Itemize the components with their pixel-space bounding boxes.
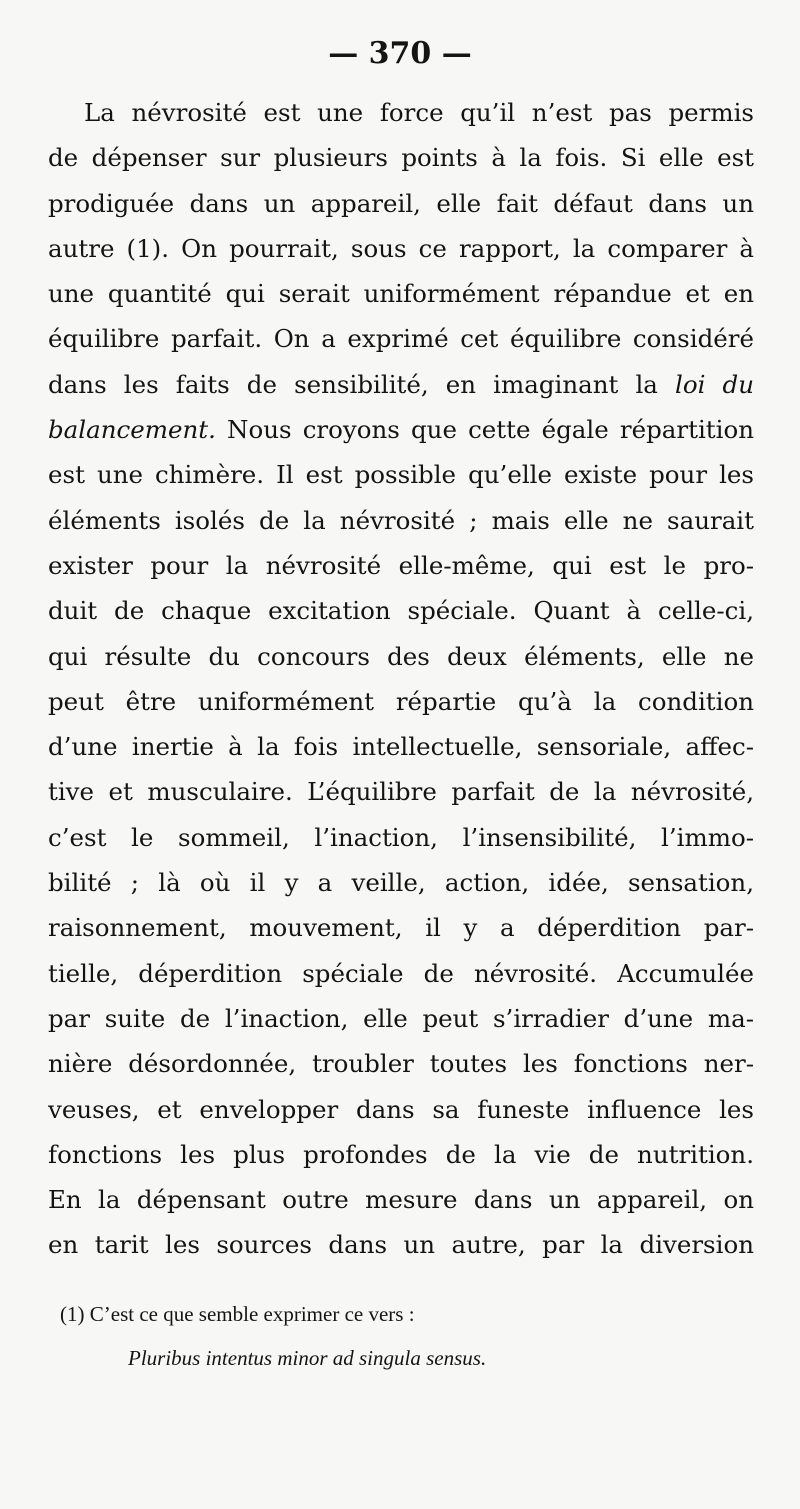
text-line: prodiguée dans un appareil, elle fait défaut dans un: [48, 188, 754, 218]
text-line: fonctions les plus profondes de la vie de nutrition.: [48, 1139, 754, 1169]
text-line: est une chimère. Il est possible qu’elle existe pour les: [48, 460, 754, 490]
text-line: dans les faits de sensibilité, en imaginant la loi du: [48, 369, 754, 399]
text-line: veuses, et envelopper dans sa funeste influence les: [48, 1094, 754, 1124]
text-line: En la dépensant outre mesure dans un appareil, on: [48, 1185, 754, 1215]
text-line: tive et musculaire. L’équilibre parfait de la névrosité,: [48, 777, 754, 807]
text-line: c’est le sommeil, l’inaction, l’insensibilité, l’immo-: [48, 822, 754, 852]
text-line: d’une inertie à la fois intellectuelle, sensoriale, affec-: [48, 732, 754, 762]
footnote-verse: Pluribus intentus minor ad singula sensus.: [128, 1346, 487, 1370]
italic-phrase: loi du: [675, 369, 754, 399]
text-line: qui résulte du concours des deux éléments, elle ne: [48, 641, 754, 671]
body-text: [48, 90, 754, 1268]
text-line: peut être uniformément répartie qu’à la condition: [48, 686, 754, 716]
text-line: tielle, déperdition spéciale de névrosité. Accumulée: [48, 958, 754, 988]
footnote: [60, 1292, 750, 1380]
text-line: nière désordonnée, troubler toutes les fonctions ner-: [48, 1049, 754, 1079]
text-line: par suite de l’inaction, elle peut s’irradier d’une ma-: [48, 1003, 754, 1033]
text-line: éléments isolés de la névrosité ; mais elle ne saurait: [48, 505, 754, 535]
text-line: raisonnement, mouvement, il y a déperdition par-: [48, 913, 754, 943]
text-line: autre (1). On pourrait, sous ce rapport, la comparer à: [48, 233, 754, 263]
text-line: balancement. Nous croyons que cette égale répartition: [48, 415, 754, 445]
text-line: La névrosité est une force qu’il n’est pas permis: [84, 98, 754, 127]
footnote-marker: (1): [60, 1302, 85, 1326]
page-number: — 370 —: [328, 36, 472, 71]
footnote-line: [60, 1292, 750, 1336]
text-line: une quantité qui serait uniformément répandue et en: [48, 279, 754, 309]
italic-phrase: balancement.: [48, 415, 216, 445]
footnote-text: C’est ce que semble exprimer ce vers :: [89, 1302, 415, 1326]
text-line: exister pour la névrosité elle-même, qui est le pro-: [48, 550, 754, 580]
text-line: de dépenser sur plusieurs points à la fois. Si elle est: [48, 143, 754, 173]
text-line: duit de chaque excitation spéciale. Quant à celle-ci,: [48, 596, 754, 626]
text-line: équilibre parfait. On a exprimé cet équilibre considéré: [48, 324, 754, 354]
text-line: bilité ; là où il y a veille, action, idée, sensation,: [48, 868, 754, 898]
text-line: en tarit les sources dans un autre, par la diversion: [48, 1230, 754, 1260]
